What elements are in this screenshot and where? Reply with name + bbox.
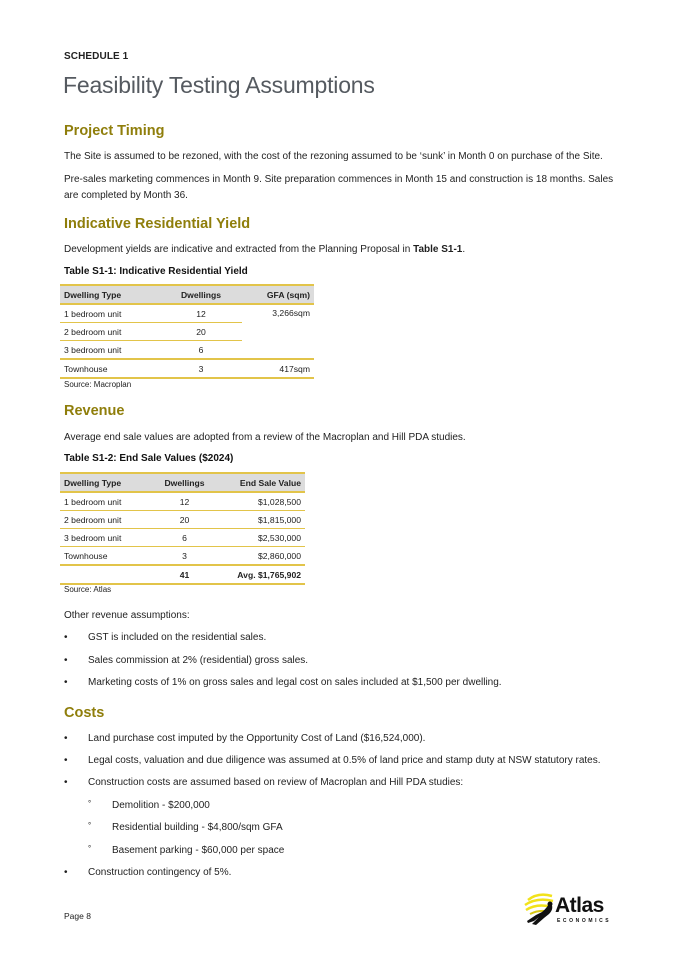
- cell-type: Townhouse: [64, 363, 108, 374]
- cell-value: $2,530,000: [257, 532, 301, 543]
- table-row: [60, 492, 305, 511]
- atlas-economics-logo: [522, 890, 618, 930]
- list-item-text: GST is included on the residential sales.: [88, 632, 267, 643]
- timing-paragraph-2: Pre-sales marketing commences in Month 9. Site preparation commences in Month 15 and construction is 18 months. Sales are completed by Month 36.: [64, 174, 614, 201]
- cell-dwellings: 12: [179, 496, 190, 507]
- cell-type: 2 bedroom unit: [64, 514, 122, 525]
- cell-type: 3 bedroom unit: [60, 341, 160, 360]
- cell-dwellings: 6: [182, 532, 187, 543]
- cell-value: $2,860,000: [257, 550, 301, 561]
- heading-project-timing: Project Timing: [64, 123, 165, 139]
- list-item-text: Land purchase cost imputed by the Opportunity Cost of Land ($16,524,000).: [88, 733, 426, 744]
- cell-units-gfa: 3,266sqm: [242, 304, 314, 359]
- sub-list-item-text: Demolition - $200,000: [112, 800, 210, 811]
- col-header-gfa: GFA (sqm): [242, 285, 314, 304]
- table-source-macroplan: Source: Macroplan: [64, 380, 132, 389]
- bullet-icon: •: [64, 677, 68, 688]
- table-total-row: [60, 565, 305, 584]
- table-source-atlas: Source: Atlas: [64, 585, 112, 594]
- sub-list-item-text: Basement parking - $60,000 per space: [112, 845, 285, 856]
- page-number: Page 8: [64, 911, 91, 921]
- cell-dwellings: 20: [160, 323, 242, 341]
- table-row: [60, 304, 314, 323]
- cell-total-label: [60, 565, 152, 584]
- table-row: [60, 529, 305, 547]
- cell-type: 1 bedroom unit: [64, 496, 122, 507]
- table-caption-s1-2: Table S1-2: End Sale Values ($2024): [64, 453, 234, 464]
- table-reference: Table S1-1: [413, 244, 463, 255]
- cell-value: $1,815,000: [257, 514, 301, 525]
- bullet-icon: •: [64, 655, 68, 666]
- table-row: [60, 359, 314, 378]
- sub-bullet-icon: °: [88, 799, 92, 808]
- table-header-row: [60, 473, 305, 492]
- col-header-dwelling-type: Dwelling Type: [60, 285, 160, 304]
- cell-type: Townhouse: [64, 550, 108, 561]
- logo-subtitle: ECONOMICS: [557, 918, 612, 924]
- list-item-text: Construction costs are assumed based on review of Macroplan and Hill PDA studies:: [88, 777, 464, 788]
- table-header-row: [60, 285, 314, 304]
- cell-value: $1,028,500: [257, 496, 301, 507]
- cell-dwellings: 3: [198, 363, 204, 374]
- sub-bullet-icon: °: [88, 844, 92, 853]
- sub-bullet-icon: °: [88, 821, 92, 830]
- yield-paragraph-text: Development yields are indicative and extracted from the Planning Proposal in: [64, 244, 414, 255]
- table-row: [60, 547, 305, 566]
- cell-dwellings: 3: [182, 550, 187, 561]
- schedule-label: SCHEDULE 1: [64, 51, 129, 62]
- heading-revenue: Revenue: [64, 403, 125, 419]
- revenue-paragraph: Average end sale values are adopted from a review of the Macroplan and Hill PDA studies.: [64, 432, 466, 443]
- cell-type: 1 bedroom unit: [60, 304, 160, 323]
- table-row: [60, 511, 305, 529]
- yield-paragraph-end: .: [462, 244, 466, 255]
- bullet-icon: •: [64, 632, 68, 643]
- cell-total-dwellings: 41: [179, 569, 190, 580]
- bullet-icon: •: [64, 777, 68, 788]
- page-title: Feasibility Testing Assumptions: [63, 72, 375, 98]
- col-header-end-sale-value: End Sale Value: [217, 473, 305, 492]
- sub-list-item-text: Residential building - $4,800/sqm GFA: [112, 822, 283, 833]
- cell-type: 2 bedroom unit: [60, 323, 160, 341]
- cell-dwellings: 20: [179, 514, 190, 525]
- col-header-dwellings: Dwellings: [152, 473, 217, 492]
- bullet-icon: •: [64, 755, 68, 766]
- cell-type: 3 bedroom unit: [64, 532, 122, 543]
- list-item-text: Construction contingency of 5%.: [88, 867, 232, 878]
- yield-table: [60, 284, 314, 379]
- bullet-icon: •: [64, 733, 68, 744]
- cell-average-value: Avg. $1,765,902: [237, 569, 301, 580]
- cell-dwellings: 12: [160, 304, 242, 323]
- end-sale-values-table: [60, 472, 305, 585]
- yield-paragraph: [64, 242, 614, 258]
- heading-costs: Costs: [64, 705, 105, 721]
- table-caption-s1-1: Table S1-1: Indicative Residential Yield: [64, 266, 248, 277]
- col-header-dwelling-type: Dwelling Type: [60, 473, 152, 492]
- other-revenue-intro: Other revenue assumptions:: [64, 610, 190, 621]
- bullet-icon: •: [64, 867, 68, 878]
- list-item-text: Sales commission at 2% (residential) gross sales.: [88, 655, 309, 666]
- list-item-text: Marketing costs of 1% on gross sales and legal cost on sales included at $1,500 per dwelling.: [88, 677, 502, 688]
- logo-wordmark: Atlas: [555, 894, 604, 917]
- heading-residential-yield: Indicative Residential Yield: [64, 216, 251, 232]
- list-item-text: Legal costs, valuation and due diligence was assumed at 0.5% of land price and stamp duty at NSW statutory rates.: [88, 755, 601, 766]
- col-header-dwellings: Dwellings: [160, 285, 242, 304]
- timing-paragraph-1: The Site is assumed to be rezoned, with the cost of the rezoning assumed to be ‘sunk’ in Month 0 on purchase of the Site.: [64, 151, 603, 162]
- cell-gfa: 417sqm: [279, 363, 310, 374]
- cell-dwellings: 6: [160, 341, 242, 360]
